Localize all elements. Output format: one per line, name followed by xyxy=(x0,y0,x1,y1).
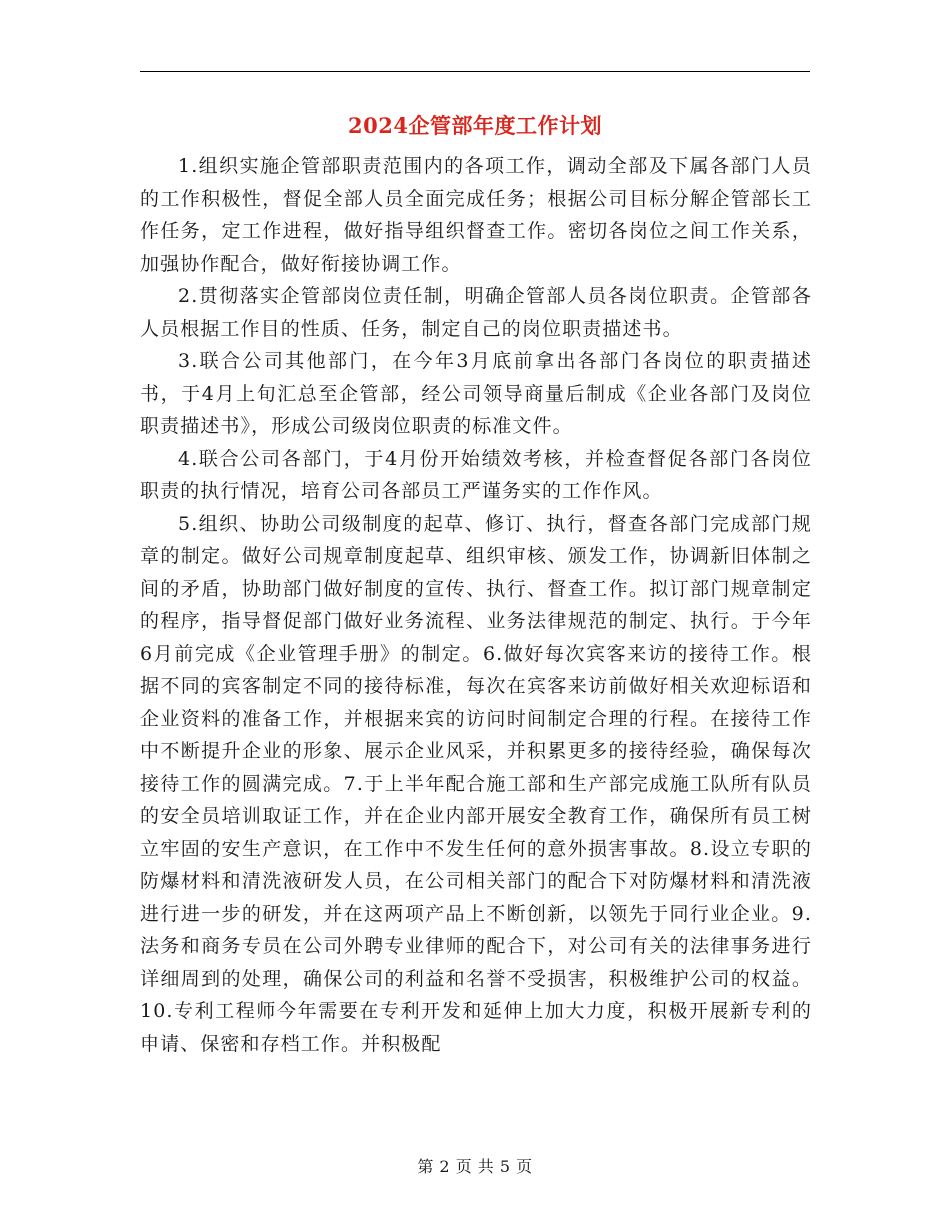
document-title: 2024企管部年度工作计划 xyxy=(348,113,602,138)
header-rule xyxy=(140,71,810,72)
paragraph-1: 1.组织实施企管部职责范围内的各项工作，调动全部及下属各部门人员的工作积极性，督促全部人员全面完成任务；根据公司目标分解企管部长工作任务，定工作进程，做好指导组织督查工作。密切各岗位之间工作关系，加强协作配合，做好衔接协调工作。 xyxy=(140,155,812,275)
document-body xyxy=(140,150,812,1060)
paragraph-2: 2.贯彻落实企管部岗位责任制，明确企管部人员各岗位职责。企管部各人员根据工作目的性质、任务，制定自己的岗位职责描述书。 xyxy=(140,285,812,340)
page-footer xyxy=(0,1154,950,1177)
paragraph-3: 3.联合公司其他部门，在今年3月底前拿出各部门各岗位的职责描述书，于4月上旬汇总至企管部，经公司领导商量后制成《企业各部门及岗位职责描述书》，形成公司级岗位职责的标准文件。 xyxy=(140,350,812,437)
paragraph-5: 5.组织、协助公司级制度的起草、修订、执行，督查各部门完成部门规章的制定。做好公司规章制度起草、组织审核、颁发工作，协调新旧体制之间的矛盾，协助部门做好制度的宣传、执行、督查工作。拟订部门规章制定的程序，指导督促部门做好业务流程、业务法律规范的制定、执行。于今年6月前完成《企业管理手册》的制定。6.做好每次宾客来访的接待工作。根据不同的宾客制定不同的接待标准，每次在宾客来访前做好相关欢迎标语和企业资料的准备工作，并根据来宾的访问时间制定合理的行程。在接待工作中不断提升企业的形象、展示企业风采，并积累更多的接待经验，确保每次接待工作的圆满完成。7.于上半年配合施工部和生产部完成施工队所有队员的安全员培训取证工作，并在企业内部开展安全教育工作，确保所有员工树立牢固的安生产意识，在工作中不发生任何的意外损害事故。8.设立专职的防爆材料和清洗液研发人员，在公司相关部门的配合下对防爆材料和清洗液进行进一步的研发，并在这两项产品上不断创新，以领先于同行业企业。9.法务和商务专员在公司外聘专业律师的配合下，对公司有关的法律事务进行详细周到的处理，确保公司的利益和名誉不受损害，积极维护公司的权益。10.专利工程师今年需要在专利开发和延伸上加大力度，积极开展新专利的申请、保密和存档工作。并积极配 xyxy=(140,512,812,1055)
paragraph-4: 4.联合公司各部门，于4月份开始绩效考核，并检查督促各部门各岗位职责的执行情况，培育公司各部员工严谨务实的工作作风。 xyxy=(140,447,812,502)
page-number-label: 第 2 页 共 5 页 xyxy=(417,1157,533,1176)
